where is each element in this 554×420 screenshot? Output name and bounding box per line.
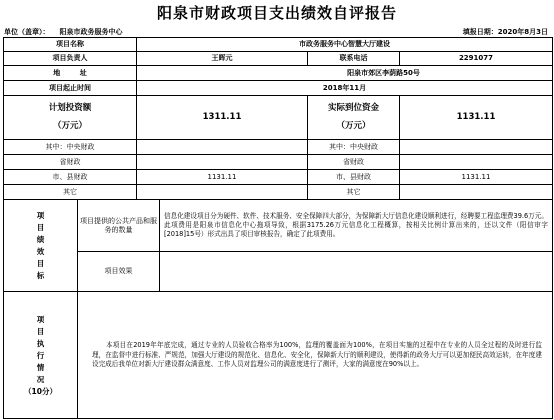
start-time-label: 项目起止时间 [4, 81, 137, 96]
exec-char-6: 况 [36, 374, 45, 384]
org-name: 阳泉市政务服务中心 [59, 28, 123, 36]
exec-char-3: 执 [36, 338, 45, 348]
actual-unit-text: （万元） [336, 121, 371, 131]
date-value: 2020年8月3日 [497, 28, 548, 36]
funding-label-province: 省财政 [4, 155, 137, 170]
goals-char-6: 标 [36, 270, 45, 280]
exec-score: （10分） [24, 386, 57, 396]
goals-char-1: 项 [36, 210, 45, 220]
goals-char-2: 目 [36, 222, 45, 232]
public-service-text: 信息化建设项目分为硬件、软件、技术服务、安全保障四大部分，为保障新大厅信息化建设顺利进行，经聘要工程监理费39.6万元。此项费用是阳泉市信息化中心拖项导致，根据3175.26万元信息化工程概算，按相关比例计算出来的，还以文件（阳信审字[2018]15号）形式出具了项目审核报告，确定了此项费用。 [160, 200, 552, 252]
funding-actual-city: 1131.11 [400, 170, 552, 185]
goals-section-label [4, 200, 78, 292]
phone-label: 联系电话 [308, 52, 400, 66]
funding-plan-city: 1131.11 [137, 170, 308, 185]
execution-text: 本项目在2019年年底完成，通过专业的人员验收合格率为100%，监理的覆盖面为100%，在项目实施的过程中在专业的人员全过程的及时进行监理，在监督中进行标准、严规范，加强大厅建设的规范化、信息化、安全化，保障新大厅的顺利建设，使得新的政务大厅可以更加便民高效运转，在年度建设完成后我单位对新大厅建设群众满意度、工作人员对监理公司的满意度进行了测评，大家的满意度在90%以上。 [92, 341, 542, 369]
actual-label-text: 实际到位资金 [327, 103, 379, 114]
planned-unit-text: （万元） [52, 121, 87, 131]
funding-label-central: 其中：中央财政 [4, 140, 137, 155]
funding-plan-central [137, 140, 308, 155]
planned-label-text: 计划投资额 [48, 103, 92, 114]
funding-actual-other [400, 185, 552, 200]
actual-funds-label [308, 96, 400, 140]
exec-char-2: 目 [36, 326, 45, 336]
org-line [4, 27, 123, 37]
project-name-value: 市政务服务中心智慧大厅建设 [137, 38, 552, 52]
leader-value: 王晖元 [137, 52, 308, 66]
goals-char-4: 效 [36, 246, 45, 256]
start-time-value: 2018年11月 [137, 81, 552, 96]
exec-char-1: 项 [36, 314, 45, 324]
project-name-label: 项目名称 [4, 38, 137, 52]
actual-funds-value: 1131.11 [400, 96, 552, 140]
funding-label-other-actual: 其它 [308, 185, 400, 200]
funding-actual-province [400, 155, 552, 170]
execution-section-label [4, 292, 78, 419]
date-label: 填报日期： [462, 28, 498, 36]
funding-label-province-actual: 省财政 [308, 155, 400, 170]
public-service-label: 项目提供的公共产品和服务的数量 [78, 200, 160, 252]
funding-label-city-actual: 市、县财政 [308, 170, 400, 185]
address-label: 地 址 [4, 66, 137, 81]
exec-char-4: 行 [36, 350, 45, 360]
benefit-text [160, 252, 552, 292]
planned-investment-label [4, 96, 137, 140]
planned-investment-value: 1311.11 [137, 96, 308, 140]
phone-value: 2291077 [400, 52, 552, 66]
leader-label: 项目负责人 [4, 52, 137, 66]
funding-label-other: 其它 [4, 185, 137, 200]
report-title: 阳泉市财政项目支出绩效自评报告 [156, 4, 397, 22]
funding-actual-central [400, 140, 552, 155]
funding-plan-province [137, 155, 308, 170]
exec-char-5: 情 [36, 362, 45, 372]
org-label: 单位（盖章）： [4, 28, 50, 36]
funding-label-city: 市、县财政 [4, 170, 137, 185]
goals-char-5: 目 [36, 258, 45, 268]
benefit-label: 项目效果 [78, 252, 160, 292]
report-table [3, 37, 553, 419]
goals-char-3: 绩 [36, 234, 45, 244]
address-value: 阳泉市郊区李荫路50号 [137, 66, 552, 81]
funding-label-central-actual: 其中：中央财政 [308, 140, 400, 155]
date-line [463, 27, 548, 37]
funding-plan-other [137, 185, 308, 200]
